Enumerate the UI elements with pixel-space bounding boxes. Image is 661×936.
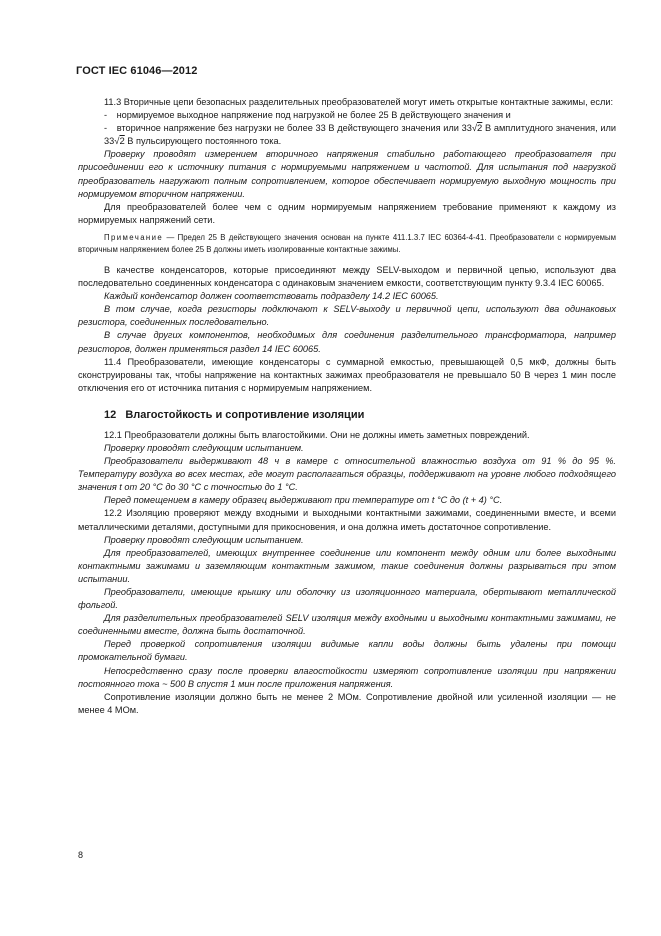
sqrt-2-symbol: √2 (471, 123, 483, 135)
water-drops: Перед проверкой сопротивления изоляции видимые капли воды должны быть удалены при помощи промокательной бумаги. (78, 639, 616, 663)
clause-11-3: 11.3 Вторичные цепи безопасных разделительных преобразователей могут иметь открытые контактные зажимы, если: (104, 97, 614, 107)
insulation-resistance: Сопротивление изоляции должно быть не менее 2 МОм. Сопротивление двойной или усиленной изоляции — не менее 4 МОм. (78, 691, 616, 715)
dash-marker: - (104, 123, 108, 134)
selv-insulation: Для разделительных преобразователей SELV изоляция между входными и выходными контактными зажимами, не соединенными вместе, должна быть достаточной. (78, 613, 616, 637)
note-label: Примечание (104, 232, 164, 242)
page-content (78, 96, 616, 717)
test-follow-1: Проверку проводят следующим испытанием. (104, 442, 304, 453)
capacitors-paragraph: В качестве конденсаторов, которые присоединяют между SELV-выходом и первичной цепью, используют два последовательно соединенных конденсатора с одинаковым значением емкости, соответствующим пункту 9.3.4 IEC 60065. (78, 264, 616, 289)
note (78, 232, 616, 256)
note-text: — Предел 25 В действующего значения основан на пункте 411.1.3.7 IEC 60364-4-41. Преобразователи с нормируемым вторичным напряжением более 25 В должны иметь изолированные контактные зажимы. (78, 232, 616, 254)
test-method-voltage: Проверку проводят измерением вторичного напряжения стабильно работающего преобразователя при присоединении его к источнику питания с нормируемыми напряжением и частотой. Для испытания под нагрузкой преобразователь нагружают полным сопротивлением, которое обеспечивает нормируемую выходную мощность при нормируемом вторичном напряжении. (78, 149, 616, 199)
section-number: 12 (104, 408, 117, 421)
list-item-1-text: нормируемое выходное напряжение под нагрузкой не более 25 В действующего значения и (116, 110, 511, 121)
test-follow-2: Проверку проводят следующим испытанием. (104, 534, 304, 545)
clause-11-4: 11.4 Преобразователи, имеющие конденсаторы с суммарной емкостью, превышающей 0,5 мкФ, должны быть сконструированы так, чтобы напряжение на контактных зажимах преобразователя не превышало 50 В через 1 мин после отключения его от источника питания с нормируемым напряжением. (78, 356, 616, 393)
clause-12-1: 12.1 Преобразователи должны быть влагостойкими. Они не должны иметь заметных повреждений. (104, 429, 530, 440)
list-item-2-text-b: В амплитудного значения, или 33 (104, 123, 616, 147)
page-number: 8 (78, 850, 84, 860)
metal-foil: Преобразователи, имеющие крышку или оболочку из изоляционного материала, обертывают металлической фольгой. (78, 587, 616, 611)
list-item-2 (78, 122, 616, 148)
page-header: ГОСТ IEC 61046—2012 (76, 65, 198, 77)
resistor-requirement: В том случае, когда резисторы подключают к SELV-выходу и первичной цепи, используют два одинаковых резистора, соединенных последовательно. (78, 304, 616, 328)
list-item-2-text-c: В пульсирующего постоянного тока. (124, 136, 282, 147)
capacitor-requirement: Каждый конденсатор должен соответствовать подразделу 14.2 IEC 60065. (104, 291, 439, 302)
internal-connection: Для преобразователей, имеющих внутреннее соединение или компонент между одним или более выходными контактными зажимами и заземляющим контактным зажимом, такие соединения должны разрываться при этом испытании. (78, 547, 616, 584)
other-components-requirement: В случае других компонентов, необходимых для соединения разделительного трансформатора, например резисторов, должен применяться раздел 14 IEC 60065. (78, 330, 616, 354)
list-item-2-text-a: вторичное напряжение без нагрузки не более 33 В действующего значения или 33 (116, 123, 472, 134)
preconditioning: Перед помещением в камеру образец выдерживают при температуре от t °C до (t + 4) °C. (104, 495, 503, 506)
dash-marker: - (104, 110, 108, 121)
clause-12-2: 12.2 Изоляцию проверяют между входными и выходными контактными зажимами, соединенными вместе, и всеми металлическими деталями, доступными для прикосновения, и она должна иметь достаточное сопротивление. (78, 508, 616, 532)
multi-voltage-paragraph: Для преобразователей более чем с одним нормируемым напряжением требование применяют к каждому из нормируемых напряжений сети. (78, 201, 616, 225)
section-title: Влагостойкость и сопротивление изоляции (125, 408, 365, 421)
sqrt-2-symbol: √2 (114, 136, 125, 148)
humidity-conditions: Преобразователи выдерживают 48 ч в камере с относительной влажностью воздуха от 91 % до 95 %. Температуру воздуха во всех местах, где могут располагаться образцы, поддерживают на уровне любого подходящего значения t от 20 °C до 30 °C с точностью до 1 °C. (78, 456, 616, 493)
section-heading (104, 409, 616, 421)
insulation-measurement: Непосредственно сразу после проверки влагостойкости измеряют сопротивление изоляции при напряжении постоянного тока ~ 500 В спустя 1 мин после приложения напряжения. (78, 665, 616, 689)
list-item-1 (78, 109, 616, 122)
